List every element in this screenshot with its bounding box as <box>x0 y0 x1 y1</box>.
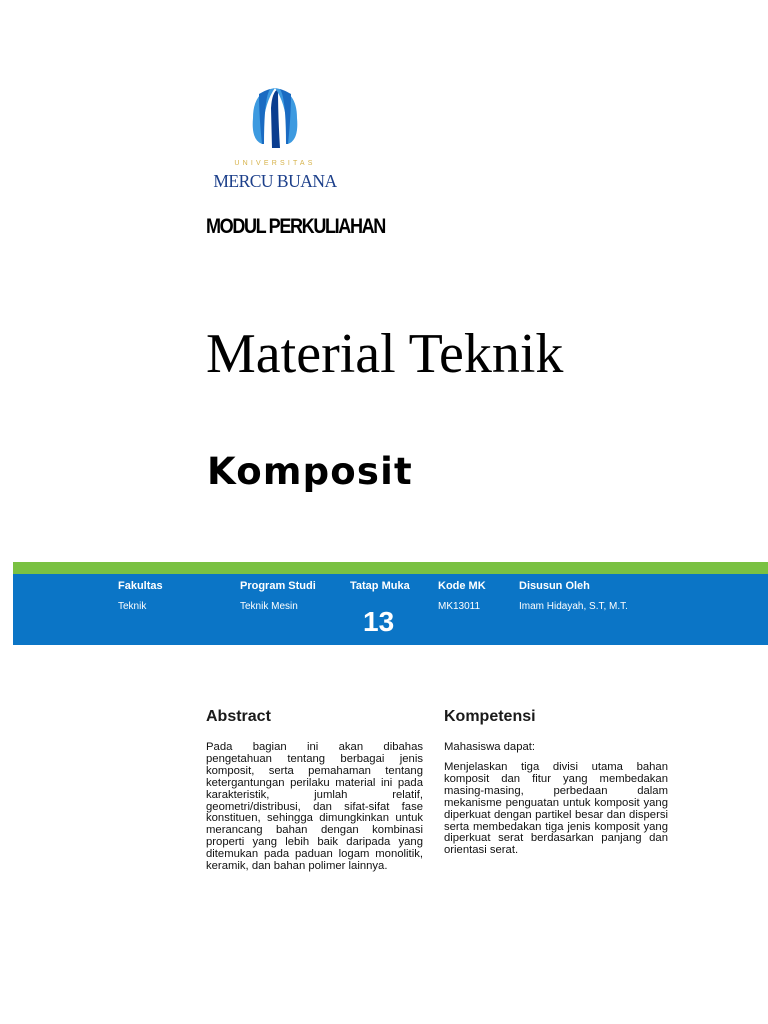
program-label: Program Studi <box>240 580 316 592</box>
abstract-heading: Abstract <box>206 708 271 725</box>
info-band-accent <box>13 562 768 574</box>
program-value: Teknik Mesin <box>240 601 298 612</box>
abstract-text: Pada bagian ini akan dibahas pengetahuan tentang berbagai jenis komposit, serta pemahaman tentang ketergantungan perilaku material ini pada karakteristik, jumlah relatif, geometri/distribusi, dan sifat-sifat fase konstituen, sehingga dimungkinkan untuk merancang bahan dengan kombinasi properti yang lebih baik daripada yang ditemukan pada paduan logam monolitik, keramik, dan bahan polimer lainnya. <box>206 741 423 873</box>
competence-intro: Mahasiswa dapat: <box>444 741 536 753</box>
faculty-label: Fakultas <box>118 580 163 592</box>
competence-heading: Kompetensi <box>444 708 536 725</box>
meeting-label: Tatap Muka <box>350 580 410 592</box>
meeting-number: 13 <box>363 606 395 637</box>
university-logo <box>206 86 344 194</box>
author-value: Imam Hidayah, S.T, M.T. <box>519 601 628 612</box>
university-flame-icon <box>206 86 344 158</box>
author-label: Disusun Oleh <box>519 580 590 592</box>
course-code-label: Kode MK <box>438 580 486 592</box>
course-code-value: MK13011 <box>438 601 481 612</box>
logo-small-text: UNIVERSITAS <box>234 160 316 167</box>
document-title: Material Teknik <box>206 323 564 385</box>
module-label: MODUL PERKULIAHAN <box>206 215 385 238</box>
faculty-value: Teknik <box>118 601 147 612</box>
competence-text: Menjelaskan tiga divisi utama bahan komposit dan fitur yang membedakan masing-masing, perbedaan dalam mekanisme penguatan untuk komposit yang diperkuat dengan partikel besar dan dispersi serta membedakan tiga jenis komposit yang diperkuat serat berdasarkan panjang dan orientasi serat. <box>444 761 668 857</box>
document-subtitle: Komposit <box>207 450 413 493</box>
logo-name: MERCU BUANA <box>213 171 337 191</box>
